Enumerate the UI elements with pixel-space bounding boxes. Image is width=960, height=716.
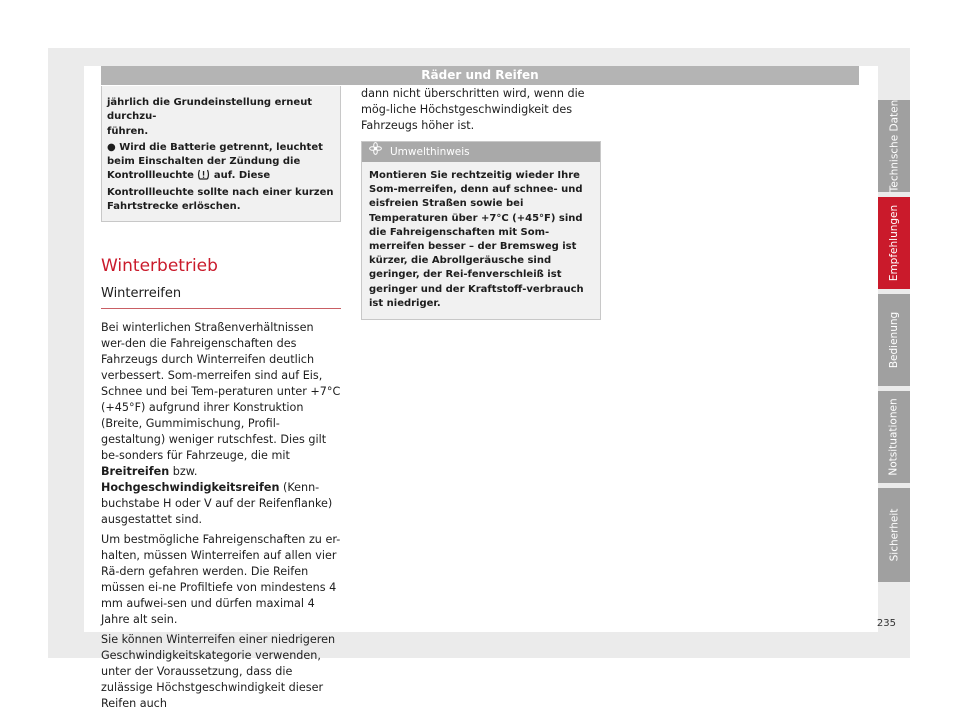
- tab-label: Empfehlungen: [888, 204, 901, 282]
- notice-box: [101, 86, 341, 222]
- tab-label: Notsituationen: [888, 398, 900, 476]
- chapter-title: Räder und Reifen: [421, 68, 539, 82]
- right-body-text: [361, 86, 601, 134]
- tab-label: Sicherheit: [888, 508, 901, 562]
- environment-note-header: [362, 142, 600, 162]
- left-body-text: [101, 320, 341, 712]
- notice-bullet-text-2: auf. Diese Kontrollleuchte sollte nach einer kurzen Fahrtstrecke erlöschen.: [107, 170, 334, 213]
- subsection-title: Winterreifen: [101, 285, 341, 309]
- environment-note-body: Montieren Sie rechtzeitig wieder Ihre Som-merreifen, denn auf schnee- und eisfreien Straßen sowie bei Temperaturen über +7°C (+45°F) sind die Fahreigenschaften mit Som-merreifen besser – der Bremsweg ist kürzer, die Abrollgeräusche sind geringer, der Rei-fenverschleiß ist geringer und der Kraftstoff-verbrauch ist niedriger.: [369, 170, 584, 309]
- paragraph-text: bzw.: [169, 465, 198, 479]
- tab-bedienung[interactable]: [878, 294, 910, 386]
- paragraph-winter-tires: [101, 320, 341, 528]
- keyword-hochgeschwindigkeitsreifen: Hochgeschwindigkeitsreifen: [101, 481, 280, 495]
- paragraph-text: Bei winterlichen Straßenverhältnissen wer-den die Fahreigenschaften des Fahrzeugs durch Winterreifen deutlich verbessert. Som-merreifen sind auf Eis, Schnee und bei Tem-peraturen unter +7°C (+45°F) aufgrund ihrer Konstruktion (Breite, Gummimischung, Profil-gestaltung) weniger rutschfest. Dies gilt be-sonders für Fahrzeuge, die mit: [101, 321, 341, 463]
- tab-label: Technische Daten: [888, 99, 901, 193]
- paragraph-continuation: dann nicht überschritten wird, wenn die mög-liche Höchstgeschwindigkeit des Fahrzeugs höher ist.: [361, 87, 585, 132]
- paragraph-all-four-wheels: Um bestmögliche Fahreigenschaften zu er-halten, müssen Winterreifen auf allen vier Rä-dern gefahren werden. Die Reifen müssen ei-ne Profiltiefe von mindestens 4 mm aufwei-sen und dürfen maximal 4 Jahre alt sein.: [101, 533, 341, 627]
- tire-pressure-warning-icon: [197, 169, 210, 185]
- environment-flower-icon: [369, 142, 382, 162]
- notice-line-1: jährlich die Grundeinstellung erneut durchzu-: [107, 97, 313, 123]
- tab-label: Bedienung: [888, 311, 900, 369]
- tab-technische-daten[interactable]: [878, 100, 910, 192]
- tab-sicherheit[interactable]: [878, 488, 910, 582]
- bullet-symbol: ●: [107, 141, 116, 153]
- environment-note-box: [361, 141, 601, 320]
- tab-empfehlungen[interactable]: [878, 197, 910, 289]
- notice-bullet-text-1: Wird die Batterie getrennt, leuchtet beim Einschalten der Zündung die Kontrollleuchte: [107, 141, 323, 182]
- paragraph-text: (Kenn-buchstabe H oder V auf der Reifenflanke) ausgestattet sind.: [101, 481, 333, 527]
- paragraph-speed-category: Sie können Winterreifen einer niedrigeren Geschwindigkeitskategorie verwenden, unter der Voraussetzung, dass die zulässige Höchstgeschwindigkeit dieser Reifen auch: [101, 633, 336, 711]
- section-title: Winterbetrieb: [101, 256, 218, 277]
- notice-bullet-item: [107, 141, 335, 214]
- tab-notsituationen[interactable]: [878, 391, 910, 483]
- environment-note-title: Umwelthinweis: [390, 146, 470, 158]
- chapter-header-bar: [101, 66, 859, 85]
- page-number: 235: [876, 618, 896, 629]
- notice-line-2: führen.: [107, 125, 149, 137]
- left-column: [101, 86, 341, 716]
- right-column: [361, 86, 601, 320]
- keyword-breitreifen: Breitreifen: [101, 465, 170, 479]
